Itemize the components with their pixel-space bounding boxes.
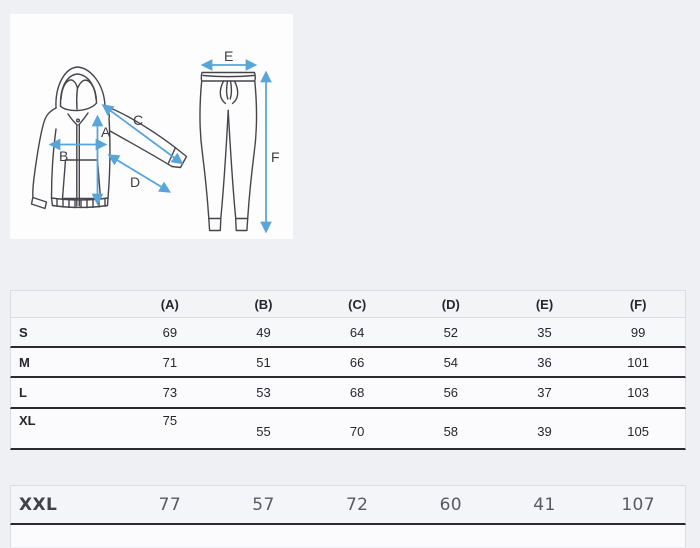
measurement-value: 58 xyxy=(443,424,459,439)
size-label: M xyxy=(19,354,30,370)
column-header-f: (F) xyxy=(629,296,647,312)
measurement-value: 60 xyxy=(439,494,463,515)
measurement-value: 36 xyxy=(537,354,552,370)
measurement-value: 73 xyxy=(162,385,178,400)
measurement-value: 71 xyxy=(162,354,178,370)
measurement-value: 75 xyxy=(162,413,178,428)
measurement-value: 66 xyxy=(349,354,365,370)
joggers-outline xyxy=(200,73,257,231)
column-header-b: (B) xyxy=(254,296,273,312)
size-label: XL xyxy=(19,413,36,428)
measurement-value: 52 xyxy=(443,324,459,340)
size-label: S xyxy=(19,324,28,340)
measurement-value: 37 xyxy=(537,385,552,400)
column-header-d: (D) xyxy=(441,296,460,312)
size-diagram xyxy=(10,14,293,239)
column-header-a: (A) xyxy=(160,296,179,312)
size-row-s xyxy=(10,318,686,348)
measurement-value: 101 xyxy=(627,354,649,370)
measurement-value: 51 xyxy=(256,354,271,370)
size-label: L xyxy=(19,385,27,400)
size-row-xl xyxy=(10,409,686,450)
measurement-value: 57 xyxy=(252,494,275,515)
measurement-value: 54 xyxy=(443,354,459,370)
measurement-value: 56 xyxy=(443,385,459,400)
size-row-xxl xyxy=(10,485,686,525)
column-header-c: (C) xyxy=(348,296,367,312)
size-label: XXL xyxy=(19,494,58,515)
spacer-row xyxy=(10,450,686,485)
column-header-size xyxy=(11,291,123,317)
measurement-value: 77 xyxy=(158,494,182,515)
size-chart-header-row xyxy=(10,290,686,318)
size-chart-table xyxy=(10,290,686,547)
measurement-value: 49 xyxy=(256,324,271,340)
column-header-e: (E) xyxy=(535,296,554,312)
measurement-value: 41 xyxy=(533,494,556,515)
measurement-value: 72 xyxy=(345,494,369,515)
measure-label-f: F xyxy=(271,149,280,165)
measurement-value: 105 xyxy=(627,424,649,439)
size-diagram-panel xyxy=(10,14,293,239)
measurement-value: 103 xyxy=(627,385,649,400)
measurement-value: 55 xyxy=(256,424,271,439)
measurement-value: 53 xyxy=(256,385,271,400)
measurement-value: 99 xyxy=(630,324,646,340)
measurement-value: 68 xyxy=(349,385,365,400)
measure-label-e: E xyxy=(224,48,234,64)
measure-label-b: B xyxy=(59,148,69,164)
measurement-value: 70 xyxy=(349,424,365,439)
measurement-value: 39 xyxy=(537,424,552,439)
measurement-value: 107 xyxy=(621,494,655,515)
measurement-value: 35 xyxy=(537,324,552,340)
empty-row xyxy=(10,525,686,547)
measure-label-d: D xyxy=(130,174,141,190)
size-row-m xyxy=(10,348,686,378)
measurement-value: 64 xyxy=(349,324,365,340)
measure-label-c: C xyxy=(133,112,144,128)
measurement-value: 69 xyxy=(162,324,178,340)
measure-label-a: A xyxy=(101,124,111,140)
